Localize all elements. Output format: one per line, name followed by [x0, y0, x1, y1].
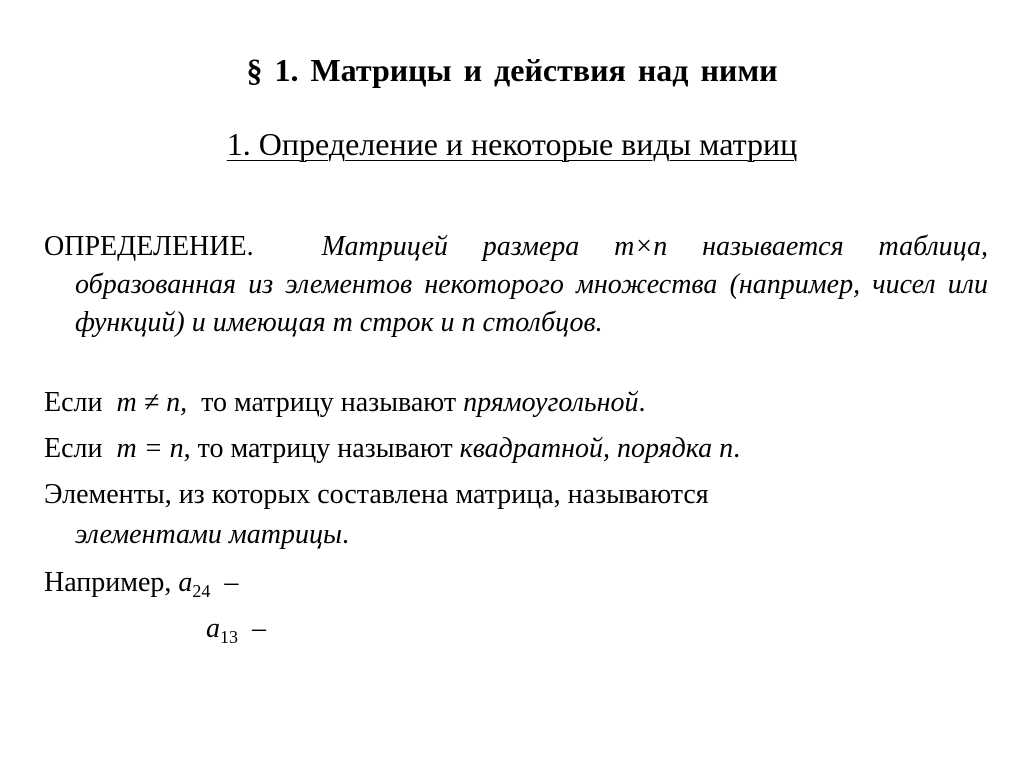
example-dash-2: –: [252, 613, 266, 644]
elements-term: элементами матрицы: [75, 519, 342, 550]
subsection-title: [0, 126, 1024, 163]
elements-term-line: [75, 516, 975, 554]
square-term: квадратной, порядка n: [459, 433, 734, 464]
square-middle: то матрицу называют: [197, 433, 453, 464]
rectangular-middle: то матрицу называют: [201, 387, 457, 418]
example-dash-1: –: [224, 567, 239, 598]
square-suffix: .: [733, 433, 741, 464]
rectangular-matrix-line: [44, 384, 988, 422]
elements-suffix: .: [341, 519, 349, 550]
square-condition: m = n,: [116, 433, 191, 464]
rectangular-prefix: Если: [44, 387, 103, 418]
rectangular-condition: m ≠ n,: [116, 387, 188, 418]
example-prefix: Например,: [44, 567, 172, 598]
definition-text: Матрицей размера m×n называется таблица, образованная из элементов некоторого множества (например, чисел или функций) и имеющая m строк и n столбцов.: [75, 231, 988, 338]
example-sub-2: 13: [220, 627, 238, 647]
example-line: [44, 564, 988, 602]
rectangular-suffix: .: [638, 387, 646, 418]
definition-label: ОПРЕДЕЛЕНИЕ.: [44, 231, 254, 262]
definition-paragraph: [44, 228, 988, 342]
rectangular-term: прямоугольной: [463, 387, 639, 418]
square-prefix: Если: [44, 433, 103, 464]
subsection-title-text: 1. Определение и некоторые виды матриц: [226, 126, 798, 162]
square-matrix-line: [44, 430, 988, 468]
section-title: § 1. Матрицы и действия над ними: [246, 52, 778, 88]
example-sub-1: 24: [192, 581, 211, 601]
example-var-1: a: [178, 567, 193, 598]
elements-line: Элементы, из которых составлена матрица, называются: [44, 479, 709, 510]
example-line-2: [206, 610, 506, 648]
example-var-2: a: [206, 613, 220, 644]
